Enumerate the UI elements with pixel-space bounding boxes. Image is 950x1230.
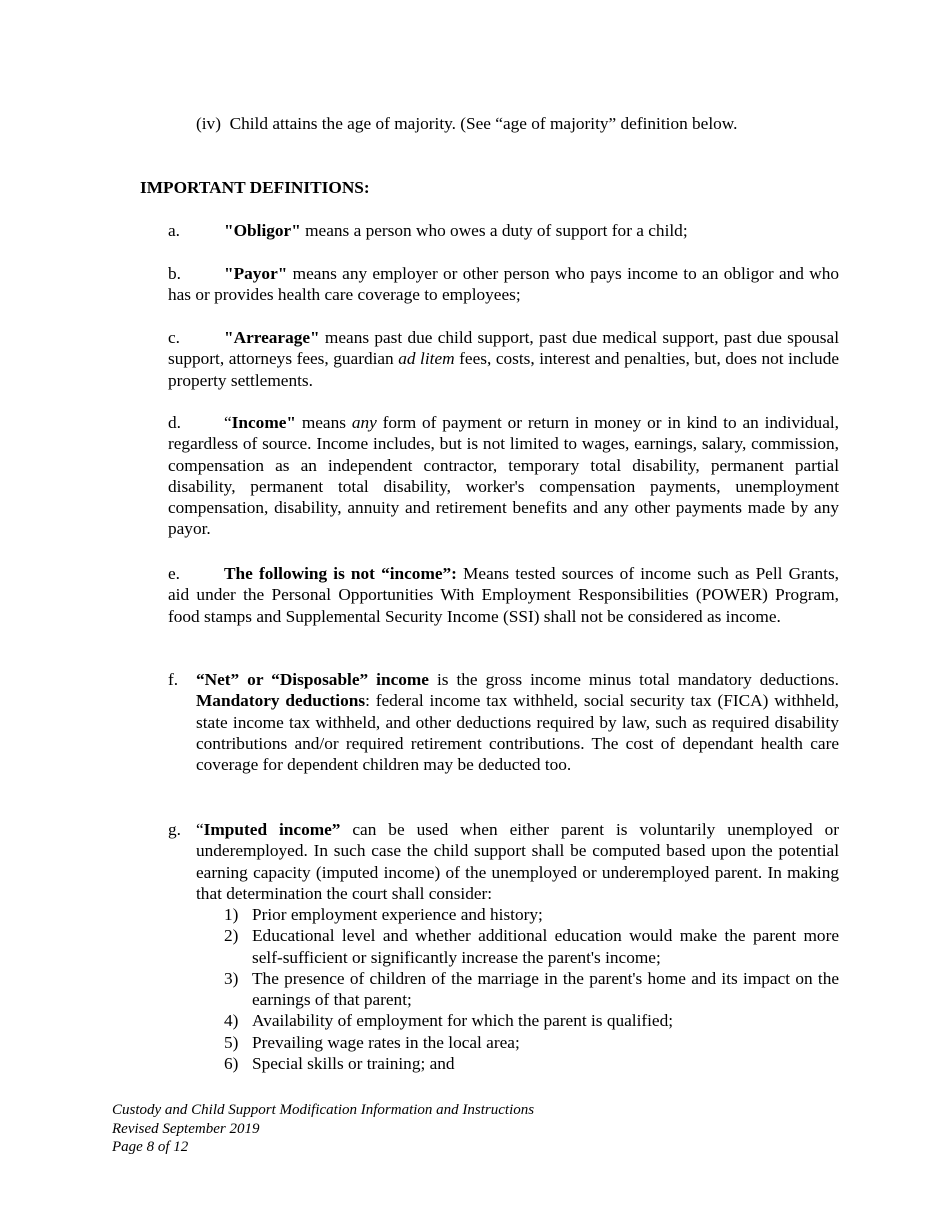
list-item-iv [196,113,737,134]
definition-g-open-quote: “ [196,820,204,839]
definition-f-text-1: is the gross income minus total mandatory deductions. [428,670,839,689]
definition-b [168,263,839,306]
definition-d-term: Income" [231,413,296,432]
definition-e-term: The following is not “income”: [224,564,457,583]
definition-c-text-2: fees, costs, interest and penalties, but, does not include property settlements. [168,349,839,390]
heading-text: IMPORTANT DEFINITIONS: [140,178,370,197]
factor-text: The presence of children of the marriage in the parent's home and its impact on the earnings of that parent; [252,968,839,1010]
factor-text: Availability of employment for which the parent is qualified; [252,1011,674,1031]
page-footer [112,1101,534,1157]
definition-g-label: g. [168,820,181,839]
factor-number: 5) [224,1032,239,1052]
definition-b-text: means any employer or other person who pays income to an obligor and who has or provides health care coverage to employees; [168,264,839,305]
definition-f-term: “Net” or “Disposable” income [196,670,429,689]
definition-g-term: Imputed income” [203,820,341,839]
factor-number: 4) [224,1011,239,1031]
definition-b-label: b. [168,264,181,283]
item-iv-label: (iv) [196,114,221,133]
footer-document-title: Custody and Child Support Modification Information and Instructions [112,1102,535,1118]
definition-a-label: a. [168,221,180,240]
definition-c-label: c. [168,328,180,347]
definition-a-term: "Obligor" [224,221,301,240]
definition-f [168,669,839,775]
definition-b-term: "Payor" [224,264,288,283]
definition-c-italic: ad litem [398,349,455,369]
factor-text: Special skills or training; and [252,1054,455,1074]
list-item [224,968,839,1011]
factor-text: Prevailing wage rates in the local area; [252,1032,520,1052]
definition-d-text-1: means [295,413,352,432]
definition-f-text-2: : federal income tax withheld, social security tax (FICA) withheld, state income tax withheld, and other deductions required by law, such as required disability contributions and/or required retirement contributions. The cost of dependant health care coverage for dependent children may be deducted too. [196,691,839,775]
footer-page-number: Page 8 of 12 [112,1139,189,1155]
definition-d-text-2: form of payment or return in money or in kind to an individual, regardless of source. Income includes, but is not limited to wages, earnings, salary, commission, compensation as an independent contractor, temporary total disability, permanent partial disability, permanent total disability, worker's compensation payments, unemployment compensation, disability, annuity and retirement benefits and any other payments made by any payor. [168,413,839,539]
factor-number: 3) [224,968,239,988]
definition-e [168,563,839,627]
footer-revision: Revised September 2019 [112,1120,260,1137]
imputed-income-factors [224,904,839,1074]
definition-f-body [196,669,839,775]
list-item [224,1032,839,1053]
definition-e-text: Means tested sources of income such as Pell Grants, aid under the Personal Opportunities With Employment Responsibilities (POWER) Program, food stamps and Supplemental Security Income (SSI) shall not be considered as income. [168,564,839,626]
definition-g [168,819,839,904]
list-item [224,904,839,925]
section-heading [140,177,370,198]
factor-number: 2) [224,926,239,946]
definition-g-text: can be used when either parent is voluntarily unemployed or underemployed. In such case the child support shall be computed based upon the potential earning capacity (imputed income) of the unemployed or underemployed parent. In making that determination the court shall consider: [196,820,839,903]
definition-d-label: d. [168,413,181,432]
list-item [224,1053,839,1074]
definition-d [168,412,839,540]
list-item [224,925,839,968]
definition-d-open-quote: “ [224,413,232,432]
definition-f-term-2: Mandatory deductions [196,691,366,711]
definition-c [168,327,839,391]
definition-a [168,220,839,241]
definition-d-italic: any [351,413,377,432]
factor-text: Educational level and whether additional education would make the parent more self-sufficient or significantly increase the parent's income; [252,926,839,967]
list-item [224,1010,839,1031]
definition-a-text: means a person who owes a duty of support for a child; [300,221,688,240]
factor-text: Prior employment experience and history; [252,905,543,924]
definition-g-body [196,819,839,904]
definition-e-label: e. [168,564,180,583]
item-iv-text: Child attains the age of majority. (See “age of majority” definition below. [229,114,738,133]
factor-number: 1) [224,905,239,924]
definition-c-text-1: means past due child support, past due medical support, past due spousal support, attorneys fees, guardian [168,328,839,369]
factor-number: 6) [224,1054,239,1074]
definition-c-term: "Arrearage" [224,328,320,347]
definition-f-label: f. [168,670,179,689]
